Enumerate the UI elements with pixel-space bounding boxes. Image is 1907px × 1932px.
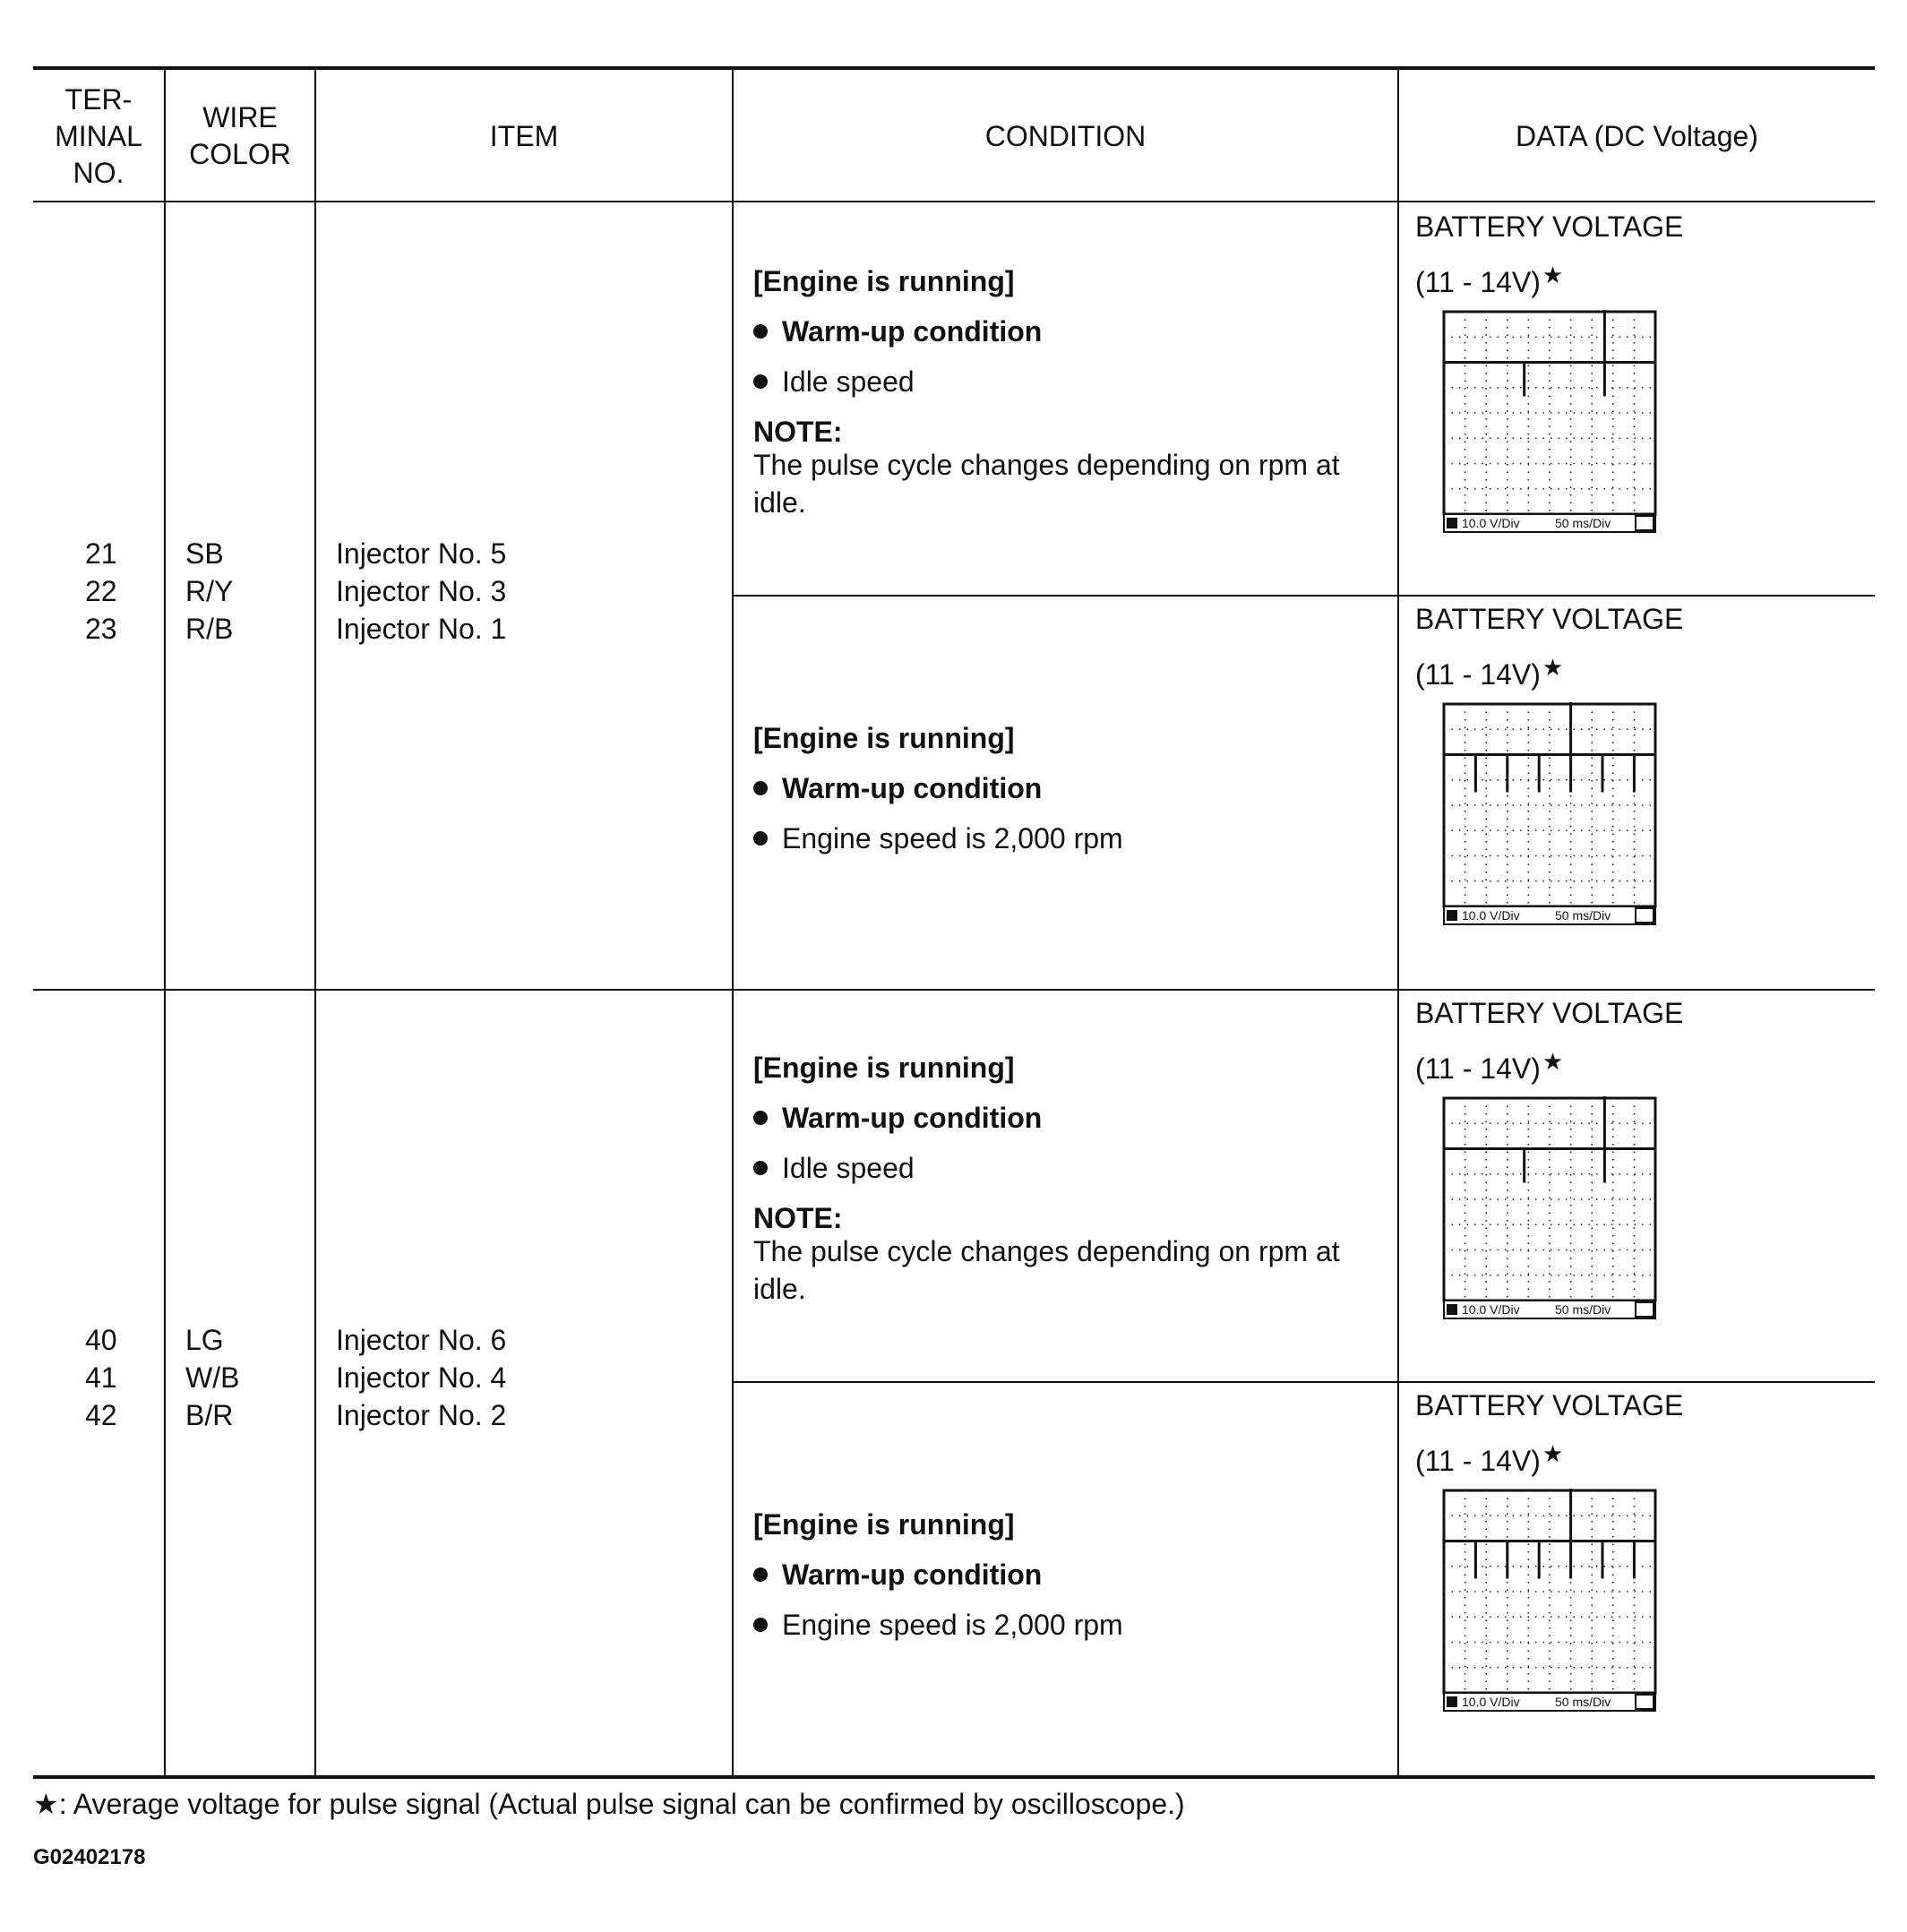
bullet-icon (753, 1618, 768, 1632)
star-icon: ★ (1542, 1440, 1564, 1467)
star-icon: ★ (33, 1788, 59, 1820)
terminal-numbers: 40 41 42 (85, 1324, 117, 1431)
scope-volt-div: 10.0 V/Div (1462, 1302, 1520, 1317)
column-divider (164, 70, 166, 1775)
header-wire-color: WIRE COLOR (189, 101, 291, 170)
scope-box-icon (1636, 1302, 1654, 1317)
wire-colors: SB R/Y R/B (185, 537, 234, 645)
table-top-rule (33, 66, 1875, 70)
data-cell: BATTERY VOLTAGE (11 - 14V)★ 10.0 V/Div 50 ms/Div (1415, 1381, 1863, 1726)
wire-colors: LG W/B B/R (185, 1324, 240, 1431)
scope-volt-div: 10.0 V/Div (1462, 908, 1520, 923)
scope-volt-div: 10.0 V/Div (1462, 1695, 1520, 1709)
scope-marker-icon (1447, 1696, 1457, 1707)
header-terminal-no: TER- MINAL NO. (55, 82, 142, 189)
data-cell: BATTERY VOLTAGE (11 - 14V)★ 10.0 V/Div 50 ms/Div (1415, 595, 1863, 940)
item-names: Injector No. 5 Injector No. 3 Injector No. 1 (336, 537, 507, 645)
table-bottom-rule (33, 1775, 1875, 1779)
figure-code: G02402178 (33, 1845, 146, 1869)
header-data: DATA (DC Voltage) (1516, 119, 1758, 152)
scope-marker-icon (1447, 518, 1457, 528)
oscilloscope-waveform (1442, 1096, 1657, 1334)
scope-time-div: 50 ms/Div (1555, 1695, 1611, 1709)
column-divider (314, 70, 316, 1775)
condition-idle: [Engine is running] Warm-up condition Idle speed NOTE: The pulse cycle changes depending on rpm at idle. (753, 265, 1340, 519)
footnote: ★: Average voltage for pulse signal (Actual pulse signal can be confirmed by oscilloscope.) (33, 1788, 1185, 1820)
header-condition: CONDITION (984, 119, 1147, 152)
item-names: Injector No. 6 Injector No. 4 Injector No. 2 (336, 1324, 507, 1431)
column-divider (732, 70, 734, 1775)
bullet-icon (753, 781, 768, 795)
terminal-numbers: 21 22 23 (85, 537, 117, 645)
oscilloscope-waveform (1442, 1489, 1657, 1726)
bullet-icon (753, 1111, 768, 1125)
header-item: ITEM (489, 119, 559, 152)
condition-2000rpm: [Engine is running] Warm-up condition Engine speed is 2,000 rpm (753, 722, 1123, 854)
star-icon: ★ (1542, 1048, 1564, 1075)
bullet-icon (753, 324, 768, 339)
star-icon: ★ (1542, 262, 1564, 288)
column-divider (1397, 70, 1399, 1775)
bullet-icon (753, 831, 768, 846)
scope-time-div: 50 ms/Div (1555, 1302, 1611, 1317)
scope-time-div: 50 ms/Div (1555, 908, 1611, 923)
condition-2000rpm: [Engine is running] Warm-up condition Engine speed is 2,000 rpm (753, 1508, 1123, 1641)
scope-volt-div: 10.0 V/Div (1462, 516, 1520, 530)
bullet-icon (753, 374, 768, 389)
data-cell: BATTERY VOLTAGE (11 - 14V)★ 10.0 V/Div 50 ms/Div (1415, 202, 1863, 547)
star-icon: ★ (1542, 654, 1564, 681)
oscilloscope-waveform (1442, 310, 1657, 547)
scope-box-icon (1636, 908, 1654, 923)
condition-idle: [Engine is running] Warm-up condition Idle speed NOTE: The pulse cycle changes depending on rpm at idle. (753, 1052, 1340, 1305)
scope-marker-icon (1447, 910, 1457, 921)
bullet-icon (753, 1161, 768, 1175)
scope-box-icon (1636, 516, 1654, 530)
scope-marker-icon (1447, 1304, 1457, 1315)
data-cell: BATTERY VOLTAGE (11 - 14V)★ 10.0 V/Div 50 ms/Div (1415, 989, 1863, 1334)
oscilloscope-waveform (1442, 702, 1657, 940)
scope-time-div: 50 ms/Div (1555, 516, 1611, 530)
scope-box-icon (1636, 1695, 1654, 1709)
bullet-icon (753, 1567, 768, 1582)
